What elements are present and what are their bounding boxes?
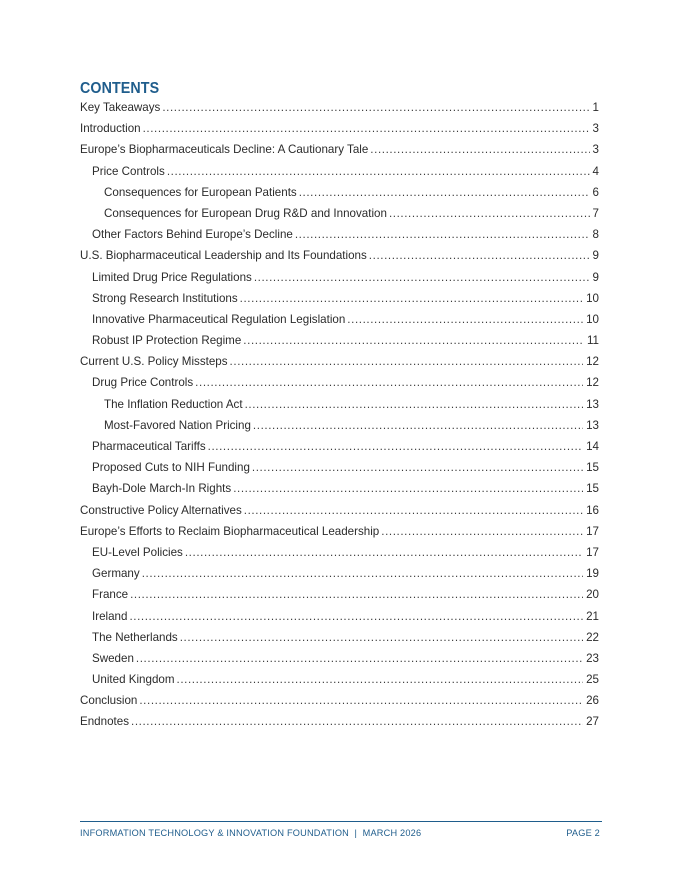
toc-entry[interactable] [80, 627, 599, 648]
toc-entry[interactable] [80, 351, 599, 372]
toc-dot-leader [240, 288, 583, 309]
toc-dot-leader [252, 457, 583, 478]
toc-entry-title: France [92, 588, 129, 602]
toc-entry-page: 8 [592, 228, 599, 242]
toc-entry-page: 19 [586, 567, 599, 581]
toc-entry-page: 7 [592, 206, 599, 220]
toc-dot-leader [381, 521, 583, 542]
toc-entry[interactable] [80, 203, 599, 224]
toc-entry[interactable] [80, 606, 599, 627]
toc-dot-leader [185, 542, 583, 563]
toc-entry-title: Bayh-Dole March-In Rights [92, 482, 232, 496]
toc-entry[interactable] [80, 436, 599, 457]
toc-dot-leader [370, 139, 589, 160]
toc-entry[interactable] [80, 521, 599, 542]
toc-entry-title: Ireland [92, 609, 128, 623]
toc-dot-leader [143, 118, 590, 139]
footer-page-number: PAGE 2 [566, 828, 600, 838]
toc-entry[interactable] [80, 584, 599, 605]
toc-entry-page: 20 [586, 588, 599, 602]
toc-entry-page: 10 [586, 312, 599, 326]
toc-entry-page: 13 [586, 418, 599, 432]
toc-entry-page: 6 [592, 185, 599, 199]
toc-entry-title: Price Controls [92, 164, 165, 178]
toc-dot-leader [230, 351, 584, 372]
toc-entry-page: 1 [592, 101, 599, 114]
footer-divider [80, 821, 602, 822]
toc-dot-leader [347, 309, 583, 330]
toc-entry-page: 21 [586, 609, 599, 623]
toc-entry-title: Consequences for European Patients [104, 185, 297, 199]
toc-dot-leader [142, 563, 583, 584]
toc-entry[interactable] [80, 415, 599, 436]
table-of-contents [80, 97, 599, 733]
toc-entry[interactable] [80, 457, 599, 478]
toc-entry-page: 3 [592, 122, 599, 136]
toc-entry-title: Consequences for European Drug R&D and Innovation [104, 206, 387, 220]
toc-entry-title: Sweden [92, 651, 134, 665]
toc-dot-leader [177, 669, 584, 690]
toc-entry-title: Introduction [80, 122, 141, 136]
toc-entry-title: Current U.S. Policy Missteps [80, 355, 228, 369]
toc-dot-leader [139, 690, 583, 711]
toc-entry-page: 17 [586, 524, 599, 538]
toc-dot-leader [243, 330, 584, 351]
toc-entry-page: 9 [592, 249, 599, 263]
toc-dot-leader [254, 267, 590, 288]
toc-dot-leader [136, 648, 583, 669]
toc-entry-title: Strong Research Institutions [92, 291, 238, 305]
toc-dot-leader [389, 203, 590, 224]
toc-entry-page: 27 [586, 715, 599, 729]
toc-entry[interactable] [80, 394, 599, 415]
toc-entry-title: Robust IP Protection Regime [92, 334, 242, 348]
toc-entry-page: 26 [586, 694, 599, 708]
toc-entry-page: 16 [586, 503, 599, 517]
toc-entry[interactable] [80, 161, 599, 182]
toc-entry-title: Europe’s Efforts to Reclaim Biopharmaceutical Leadership [80, 524, 380, 538]
toc-dot-leader [369, 245, 590, 266]
toc-entry-page: 12 [586, 355, 599, 369]
toc-dot-leader [253, 415, 583, 436]
toc-entry[interactable] [80, 97, 599, 118]
toc-dot-leader [295, 224, 590, 245]
toc-entry-title: United Kingdom [92, 673, 175, 687]
toc-entry-page: 4 [592, 164, 599, 178]
toc-entry-page: 10 [586, 291, 599, 305]
toc-entry-title: The Inflation Reduction Act [104, 397, 243, 411]
toc-entry-page: 11 [586, 334, 599, 348]
toc-entry-title: EU-Level Policies [92, 545, 183, 559]
footer-organization-date: INFORMATION TECHNOLOGY & INNOVATION FOUNDATION | MARCH 2026 [80, 828, 422, 838]
toc-entry[interactable] [80, 330, 599, 351]
toc-entry-title: Constructive Policy Alternatives [80, 503, 242, 517]
toc-dot-leader [245, 394, 584, 415]
toc-entry-title: Innovative Pharmaceutical Regulation Legislation [92, 312, 346, 326]
toc-entry-title: U.S. Biopharmaceutical Leadership and Its Foundations [80, 249, 367, 263]
toc-dot-leader [167, 161, 590, 182]
toc-entry-title: Drug Price Controls [92, 376, 194, 390]
toc-dot-leader [130, 584, 583, 605]
toc-dot-leader [162, 97, 589, 118]
toc-entry-page: 14 [586, 440, 599, 453]
toc-entry-title: Proposed Cuts to NIH Funding [92, 461, 250, 475]
toc-entry-page: 15 [586, 482, 599, 496]
toc-entry[interactable] [80, 648, 599, 669]
toc-entry[interactable] [80, 542, 599, 563]
page-title: CONTENTS [80, 80, 160, 97]
toc-entry-page: 9 [592, 270, 599, 284]
toc-entry-title: Key Takeaways [80, 101, 161, 114]
toc-dot-leader [195, 372, 583, 393]
toc-entry[interactable] [80, 224, 599, 245]
toc-entry-title: Other Factors Behind Europe’s Decline [92, 228, 293, 242]
toc-entry-page: 13 [586, 397, 599, 411]
toc-entry[interactable] [80, 309, 599, 330]
toc-entry[interactable] [80, 182, 599, 203]
toc-entry[interactable] [80, 563, 599, 584]
toc-entry[interactable] [80, 288, 599, 309]
toc-dot-leader [131, 711, 583, 732]
toc-entry[interactable] [80, 478, 599, 499]
toc-entry[interactable] [80, 500, 599, 521]
toc-entry-title: Most-Favored Nation Pricing [104, 418, 251, 432]
toc-entry-page: 22 [586, 630, 599, 644]
toc-entry[interactable] [80, 139, 599, 160]
toc-entry-title: The Netherlands [92, 630, 178, 644]
toc-entry[interactable] [80, 669, 599, 690]
toc-entry[interactable] [80, 711, 599, 732]
toc-entry[interactable] [80, 245, 599, 266]
toc-entry-page: 23 [586, 651, 599, 665]
toc-entry[interactable] [80, 118, 599, 139]
toc-entry[interactable] [80, 267, 599, 288]
toc-entry-title: Germany [92, 567, 140, 581]
toc-entry-page: 17 [586, 545, 599, 559]
toc-entry-title: Europe’s Biopharmaceuticals Decline: A Cautionary Tale [80, 143, 369, 157]
toc-entry-title: Pharmaceutical Tariffs [92, 440, 206, 453]
toc-dot-leader [244, 500, 583, 521]
toc-dot-leader [208, 436, 583, 457]
toc-entry-page: 3 [592, 143, 599, 157]
toc-entry-page: 12 [586, 376, 599, 390]
toc-dot-leader [129, 606, 583, 627]
toc-dot-leader [299, 182, 590, 203]
toc-entry-title: Conclusion [80, 694, 138, 708]
toc-entry-page: 25 [586, 673, 599, 687]
toc-entry-page: 15 [586, 461, 599, 475]
toc-entry[interactable] [80, 690, 599, 711]
toc-dot-leader [180, 627, 583, 648]
toc-entry-title: Endnotes [80, 715, 129, 729]
toc-entry[interactable] [80, 372, 599, 393]
toc-entry-title: Limited Drug Price Regulations [92, 270, 252, 284]
toc-dot-leader [233, 478, 583, 499]
